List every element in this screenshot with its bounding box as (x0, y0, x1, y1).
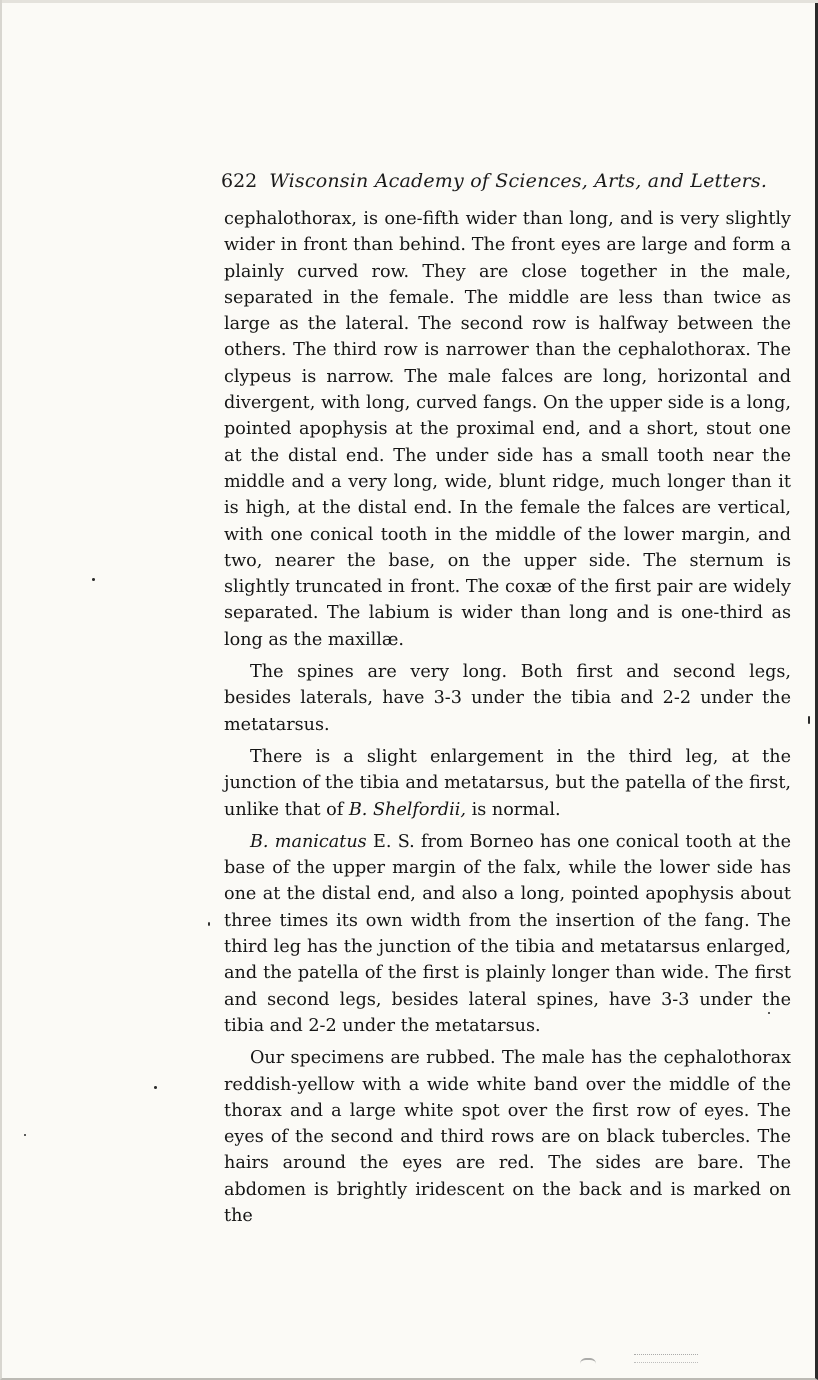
paragraph-text: The spines are very long. Both first and second legs, besides laterals, have 3-3 under the tibia and 2-2 under the metatarsus. (224, 662, 791, 735)
page-number: 622 (221, 170, 258, 192)
paragraph-text: E. S. from Borneo has one conical tooth at the base of the upper margin of the falx, while the lower side has one at the distal end, and also a long, pointed apophysis about three times its own width from the insertion of the fang. The third leg has the junction of the tibia and metatarsus enlarged, and the patella of the first is plainly longer than wide. The first and second legs, besides lateral spines, have 3-3 under the tibia and 2-2 under the metatarsus. (224, 831, 791, 1036)
paragraph-continued (224, 206, 791, 653)
paragraph-text: cephalothorax, is one-fifth wider than long, and is very slightly wider in front than behind. The front eyes are large and form a plainly curved row. They are close together in the male, separated in the female. The middle are less than twice as large as the lateral. The second row is halfway between the others. The third row is narrower than the cephalothorax. The clypeus is narrow. The male falces are long, horizontal and divergent, with long, curved fangs. On the upper side is a long, pointed apophysis at the proximal end, and a short, stout one at the distal end. The under side has a small tooth near the middle and a very long, wide, blunt ridge, much longer than it is high, at the distal end. In the female the falces are vertical, with one conical tooth in the middle of the lower margin, and two, nearer the base, on the upper side. The sternum is slightly truncated in front. The coxæ of the first pair are widely separated. The labium is wider than long and is one-third as long as the maxillæ. (224, 209, 791, 650)
paragraph-text: is normal. (466, 799, 561, 820)
scan-speck (92, 578, 95, 581)
species-name: B. manicatus (250, 831, 367, 852)
scan-speck (154, 1086, 157, 1089)
paragraph-text: There is a slight enlargement in the third leg, at the junction of the tibia and metatarsus, but the patella of the first, unlike that of (224, 746, 791, 820)
bottom-scan-mark (634, 1354, 698, 1363)
scan-speck (24, 1134, 26, 1136)
bottom-scan-mark (580, 1358, 596, 1366)
running-head (221, 170, 768, 200)
paragraph-third-leg (224, 744, 791, 823)
scan-speck (208, 922, 210, 926)
paragraph-manicatus (224, 829, 791, 1039)
body-text (224, 206, 791, 1229)
page-top-edge (2, 0, 818, 3)
paragraph-text: Our specimens are rubbed. The male has the cephalothorax reddish-yellow with a wide white band over the middle of the thorax and a large white spot over the first row of eyes. The eyes of the second and third rows are on black tubercles. The hairs around the eyes are red. The sides are bare. The abdomen is brightly iridescent on the back and is marked on the (224, 1048, 791, 1226)
scan-speck (768, 1012, 770, 1014)
species-name: B. Shelfordii, (348, 799, 467, 820)
paragraph-specimens (224, 1045, 791, 1229)
journal-title: Wisconsin Academy of Sciences, Arts, and Letters. (269, 170, 768, 192)
paragraph-spines (224, 659, 791, 738)
scan-speck (808, 716, 810, 724)
